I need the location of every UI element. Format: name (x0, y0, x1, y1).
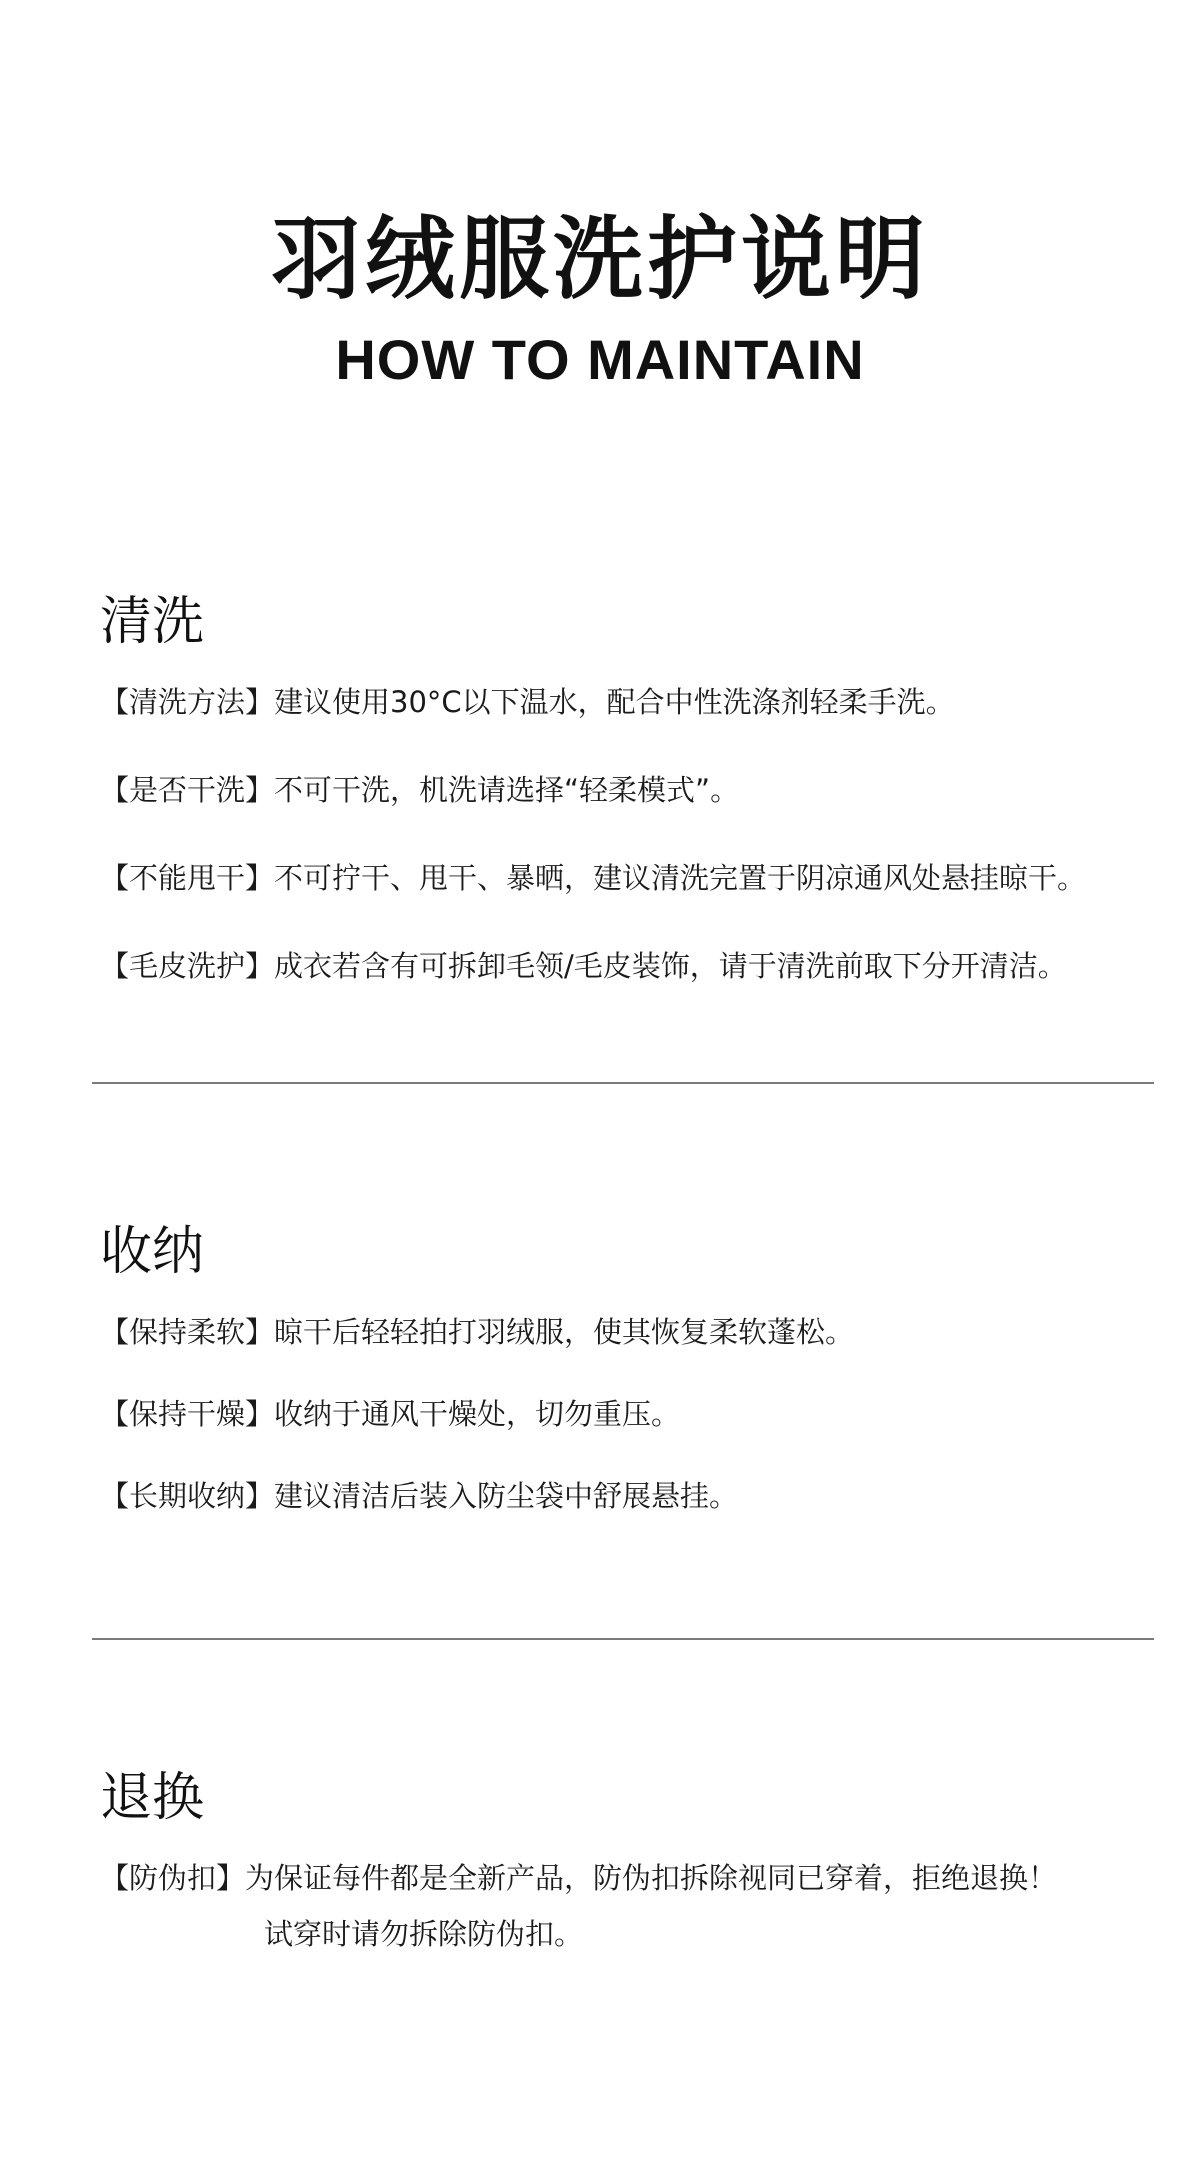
item-label: 【保持干燥】 (100, 1397, 275, 1431)
item-label: 【不能甩干】 (100, 861, 275, 895)
item-text: 收纳于通风干燥处，切勿重压。 (274, 1397, 681, 1431)
list-item (100, 1312, 1150, 1352)
item-text: 晾干后轻轻拍打羽绒服，使其恢复柔软蓬松。 (274, 1315, 855, 1349)
section-divider (92, 1082, 1154, 1084)
item-text: 为保证每件都是全新产品，防伪扣拆除视同已穿着，拒绝退换！ (245, 1861, 1058, 1895)
list-item (100, 1476, 1150, 1516)
list-item (100, 770, 1150, 810)
list-item (100, 946, 1150, 986)
section-heading: 退换 (100, 1768, 205, 1828)
item-text: 成衣若含有可拆卸毛领/毛皮装饰，请于清洗前取下分开清洁。 (274, 949, 1067, 983)
list-item (100, 1858, 1150, 1898)
page-subtitle: HOW TO MAINTAIN (335, 328, 865, 391)
list-item (100, 858, 1150, 898)
item-text: 建议使用30°C以下温水，配合中性洗涤剂轻柔手洗。 (274, 685, 955, 719)
title-block (0, 205, 1200, 395)
item-label: 【是否干洗】 (100, 773, 275, 807)
item-label: 【清洗方法】 (100, 685, 275, 719)
section-heading: 清洗 (100, 592, 205, 652)
section-washing (100, 590, 1150, 986)
section-divider (92, 1638, 1154, 1640)
item-continuation: 试穿时请勿拆除防伪扣。 (264, 1917, 584, 1951)
item-text: 建议清洁后装入防尘袋中舒展悬挂。 (274, 1479, 739, 1513)
section-heading: 收纳 (100, 1222, 205, 1282)
item-text: 不可干洗，机洗请选择“轻柔模式”。 (274, 773, 740, 807)
item-label: 【毛皮洗护】 (100, 949, 275, 983)
list-item (100, 682, 1150, 722)
list-item (100, 1394, 1150, 1434)
item-label: 【长期收纳】 (100, 1479, 275, 1513)
page-title: 羽绒服洗护说明 (271, 207, 929, 312)
item-text: 不可拧干、甩干、暴晒，建议清洗完置于阴凉通风处悬挂晾干。 (274, 861, 1087, 895)
item-label: 【防伪扣】 (100, 1861, 246, 1895)
item-label: 【保持柔软】 (100, 1315, 275, 1349)
section-returns (100, 1766, 1150, 1954)
section-storage (100, 1220, 1150, 1516)
